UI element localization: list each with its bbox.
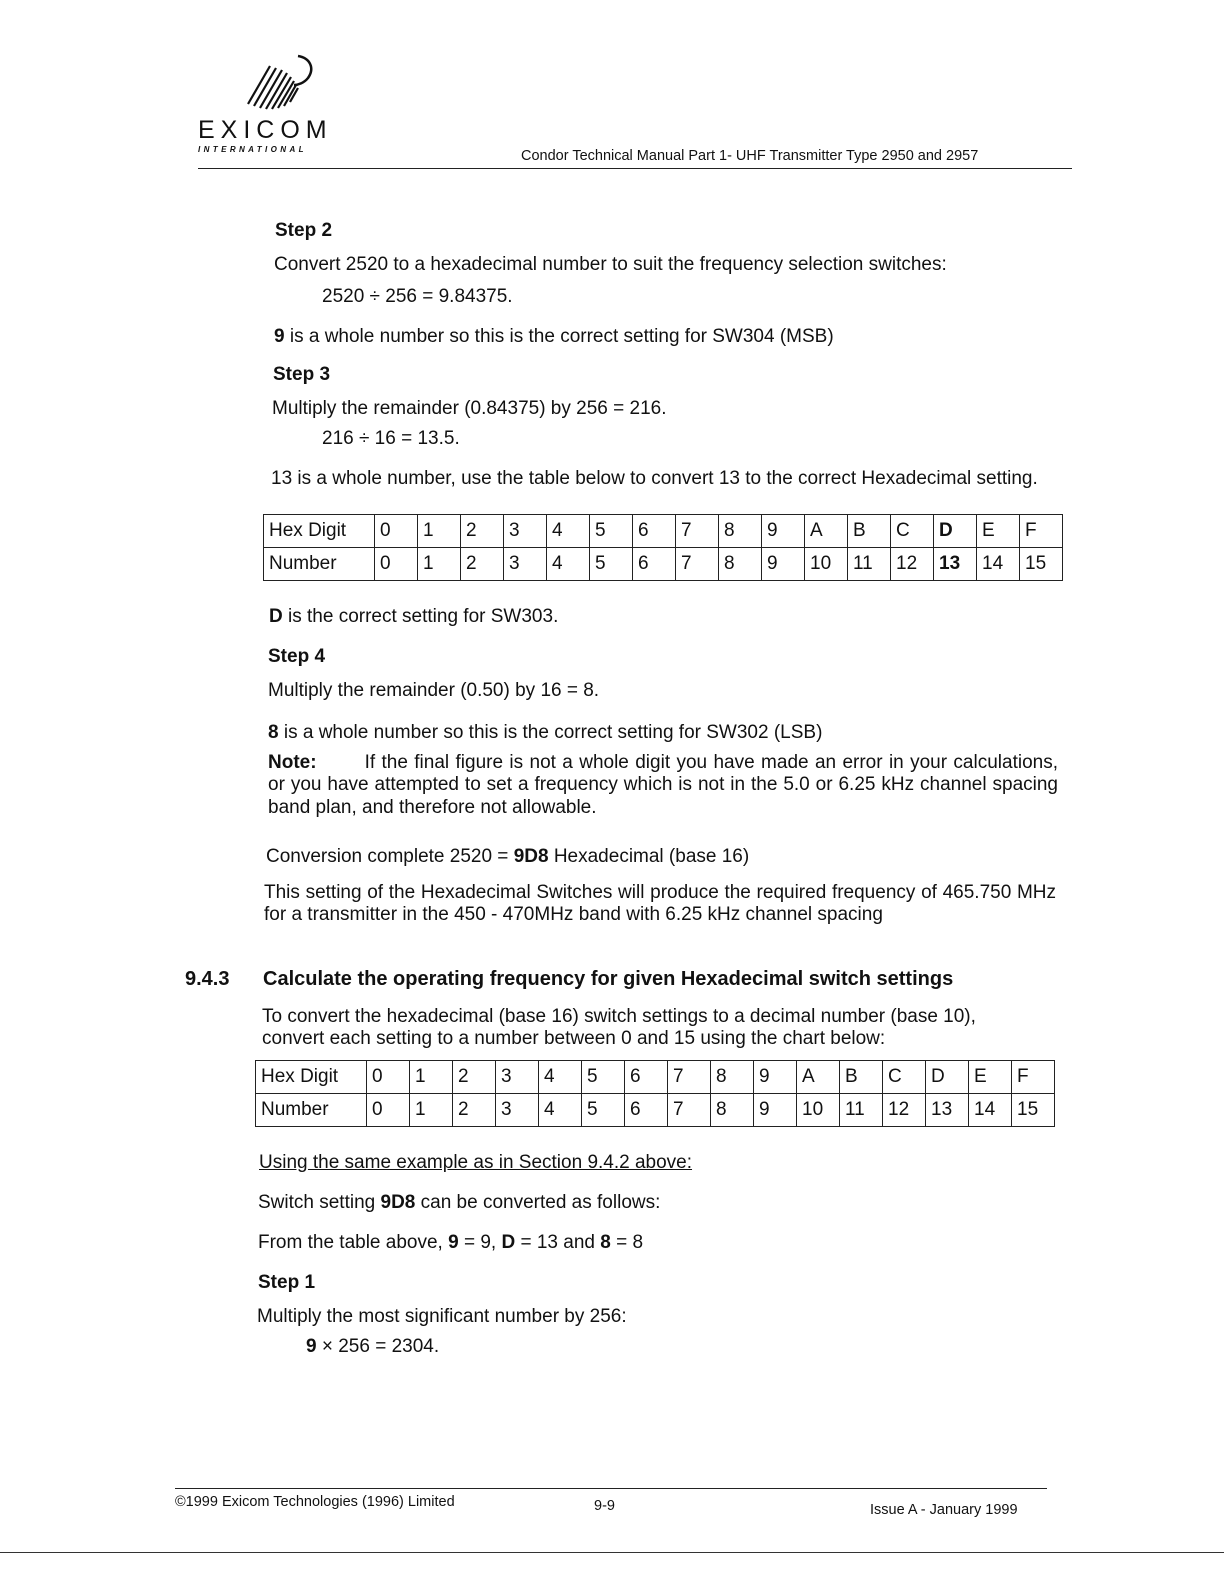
step-3-heading: Step 3 — [273, 364, 331, 385]
from-text: = 13 and — [515, 1232, 601, 1253]
switch-text-end: can be converted as follows: — [415, 1192, 661, 1213]
table-cell: C — [883, 1061, 926, 1094]
table-cell: 12 — [891, 548, 934, 581]
step-1-calculation — [306, 1336, 439, 1358]
table-cell: 1 — [418, 548, 461, 581]
setting-paragraph: This setting of the Hexadecimal Switches will produce the required frequency of 465.750 MHz for a transmitter in the 450 - 470MHz band with 6.25 kHz channel spacing — [264, 882, 1056, 926]
sw303-result — [269, 606, 558, 628]
logo-subtitle: INTERNATIONAL — [198, 145, 307, 154]
step-2-heading: Step 2 — [275, 220, 333, 241]
table-cell: 0 — [367, 1061, 410, 1094]
step-2-result — [274, 326, 834, 348]
table-cell: 1 — [418, 515, 461, 548]
table-cell: C — [891, 515, 934, 548]
table-cell: 4 — [547, 515, 590, 548]
table-cell: 4 — [539, 1061, 582, 1094]
table-cell: 6 — [625, 1061, 668, 1094]
table-cell: 0 — [375, 515, 418, 548]
exicom-logo-icon — [240, 52, 320, 122]
from-table-text — [258, 1232, 643, 1254]
section-intro-line1: To convert the hexadecimal (base 16) switch settings to a decimal number (base 10), — [262, 1006, 976, 1027]
step-2-text: Convert 2520 to a hexadecimal number to suit the frequency selection switches: — [274, 254, 947, 275]
table-cell: 5 — [582, 1094, 625, 1127]
digit: D — [501, 1232, 516, 1253]
section-intro — [262, 1006, 1062, 1051]
table-cell: 7 — [668, 1061, 711, 1094]
table-cell: 6 — [633, 515, 676, 548]
table-cell: 10 — [797, 1094, 840, 1127]
footer-rule — [175, 1488, 1047, 1489]
conversion-text-end: Hexadecimal (base 16) — [548, 846, 750, 867]
calc-text: × 256 = 2304. — [316, 1336, 440, 1357]
table-cell: 4 — [539, 1094, 582, 1127]
table-cell: E — [969, 1061, 1012, 1094]
table-cell: 5 — [582, 1061, 625, 1094]
table-cell: 3 — [504, 548, 547, 581]
table-cell: 9 — [762, 548, 805, 581]
table-cell: 11 — [848, 548, 891, 581]
from-text: = 9, — [458, 1232, 502, 1253]
table-cell: 6 — [633, 548, 676, 581]
calc-digit: 9 — [306, 1336, 317, 1357]
table-cell: 6 — [625, 1094, 668, 1127]
table-cell: 7 — [668, 1094, 711, 1127]
table-cell: 5 — [590, 515, 633, 548]
result-text: is a whole number so this is the correct setting for SW302 (LSB) — [278, 722, 823, 743]
from-text: = 8 — [610, 1232, 644, 1253]
table-cell: F — [1012, 1061, 1055, 1094]
table-cell: 10 — [805, 548, 848, 581]
section-intro-line2: convert each setting to a number between 0 and 15 using the chart below: — [262, 1028, 886, 1050]
step-3-calculation: 216 ÷ 16 = 13.5. — [322, 428, 460, 449]
example-heading — [259, 1152, 692, 1174]
conversion-complete — [266, 846, 749, 868]
step-4-heading: Step 4 — [268, 646, 326, 667]
table-cell: 8 — [719, 548, 762, 581]
table-row-label: Hex Digit — [264, 515, 375, 548]
table-cell-highlighted: D — [934, 515, 977, 548]
table-cell: 3 — [496, 1094, 539, 1127]
result-digit: 8 — [268, 722, 279, 743]
table-cell: 8 — [711, 1094, 754, 1127]
header-rule — [198, 168, 1072, 169]
table-cell: 9 — [754, 1061, 797, 1094]
digit: 8 — [600, 1232, 611, 1253]
section-title: Calculate the operating frequency for given Hexadecimal switch settings — [263, 968, 954, 990]
result-text: is the correct setting for SW303. — [282, 606, 559, 627]
result-digit: 9 — [274, 326, 285, 347]
table-cell: 14 — [977, 548, 1020, 581]
conversion-text: Conversion complete 2520 = — [266, 846, 514, 867]
table-cell-highlighted: 13 — [934, 548, 977, 581]
table-cell: 14 — [969, 1094, 1012, 1127]
note-label: Note: — [268, 752, 317, 773]
table-cell: D — [926, 1061, 969, 1094]
table-cell: 7 — [676, 515, 719, 548]
switch-text: Switch setting — [258, 1192, 381, 1213]
table-cell: 0 — [375, 548, 418, 581]
step-4-result — [268, 722, 822, 744]
table-cell: A — [797, 1061, 840, 1094]
example-heading-text: Using the same example as in Section 9.4.2 above: — [259, 1152, 693, 1173]
table-row — [264, 548, 1063, 581]
table-cell: 1 — [410, 1061, 453, 1094]
step-1-text: Multiply the most significant number by 256: — [257, 1306, 627, 1327]
table-cell: B — [840, 1061, 883, 1094]
switch-value: 9D8 — [380, 1192, 416, 1213]
table-cell: 5 — [590, 548, 633, 581]
table-cell: 2 — [453, 1094, 496, 1127]
table-cell: 15 — [1020, 548, 1063, 581]
note-paragraph — [268, 752, 1058, 819]
table-cell: 2 — [461, 515, 504, 548]
scan-edge-rule — [0, 1552, 1224, 1553]
table-cell: B — [848, 515, 891, 548]
table-cell: 12 — [883, 1094, 926, 1127]
table-cell: 11 — [840, 1094, 883, 1127]
table-cell: 2 — [461, 548, 504, 581]
logo-wordmark: EXICOM — [198, 116, 333, 144]
table-cell: 8 — [711, 1061, 754, 1094]
table-row — [264, 515, 1063, 548]
table-cell: 9 — [762, 515, 805, 548]
switch-setting-text — [258, 1192, 660, 1214]
table-cell: 3 — [504, 515, 547, 548]
table-cell: 13 — [926, 1094, 969, 1127]
step-3-conversion-text: 13 is a whole number, use the table below to convert 13 to the correct Hexadecimal setting. — [271, 468, 1038, 489]
section-number: 9.4.3 — [185, 968, 230, 990]
table-cell: 9 — [754, 1094, 797, 1127]
step-3-text: Multiply the remainder (0.84375) by 256 = 216. — [272, 398, 667, 419]
table-row-label: Hex Digit — [256, 1061, 367, 1094]
step-2-calculation: 2520 ÷ 256 = 9.84375. — [322, 286, 513, 307]
hex-conversion-table-2 — [255, 1060, 1055, 1127]
from-text: From the table above, — [258, 1232, 449, 1253]
table-cell: 7 — [676, 548, 719, 581]
hex-conversion-table-1 — [263, 514, 1063, 581]
footer-issue: Issue A - January 1999 — [870, 1502, 1018, 1518]
conversion-value: 9D8 — [513, 846, 549, 867]
table-row — [256, 1094, 1055, 1127]
note-text: If the final figure is not a whole digit you have made an error in your calculations, or you have attempted to set a frequency which is not in the 5.0 or 6.25 kHz channel spacing band plan, and therefore not allowable. — [268, 752, 1058, 818]
footer-copyright: ©1999 Exicom Technologies (1996) Limited — [175, 1494, 455, 1510]
step-4-text: Multiply the remainder (0.50) by 16 = 8. — [268, 680, 600, 701]
table-cell: 3 — [496, 1061, 539, 1094]
step-1-heading: Step 1 — [258, 1272, 316, 1293]
digit: 9 — [448, 1232, 459, 1253]
table-cell: 4 — [547, 548, 590, 581]
table-cell: A — [805, 515, 848, 548]
result-digit: D — [269, 606, 283, 627]
result-text: is a whole number so this is the correct setting for SW304 (MSB) — [284, 326, 834, 347]
table-row — [256, 1061, 1055, 1094]
table-cell: 1 — [410, 1094, 453, 1127]
table-cell: E — [977, 515, 1020, 548]
table-cell: F — [1020, 515, 1063, 548]
table-cell: 0 — [367, 1094, 410, 1127]
running-header-title: Condor Technical Manual Part 1- UHF Transmitter Type 2950 and 2957 — [521, 148, 979, 164]
table-row-label: Number — [264, 548, 375, 581]
table-cell: 15 — [1012, 1094, 1055, 1127]
table-cell: 8 — [719, 515, 762, 548]
footer-page-number: 9-9 — [594, 1498, 615, 1514]
table-cell: 2 — [453, 1061, 496, 1094]
table-row-label: Number — [256, 1094, 367, 1127]
